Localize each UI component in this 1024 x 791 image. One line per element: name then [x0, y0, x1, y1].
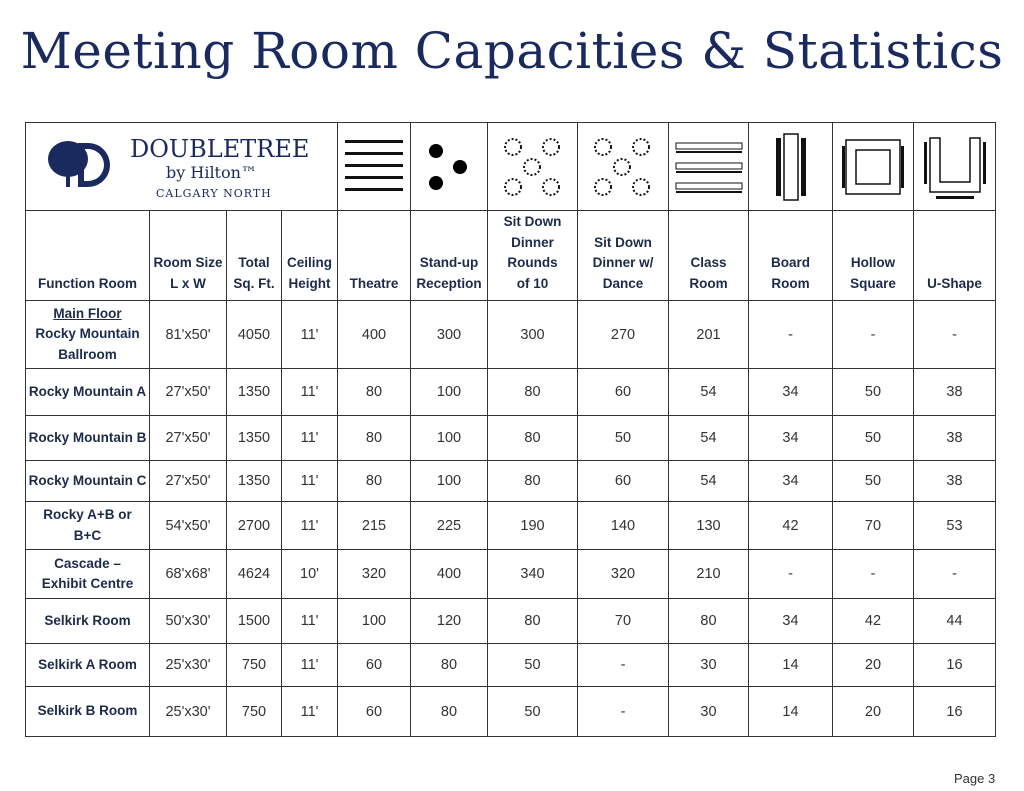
table-row — [26, 599, 996, 644]
header-sitdown — [488, 211, 578, 301]
classroom-layout-icon — [669, 123, 749, 211]
value-cell: 11' — [282, 644, 338, 687]
value-cell: 54 — [669, 369, 749, 416]
room-name-cell — [26, 687, 150, 737]
value-cell: 140 — [578, 502, 669, 550]
page-number: Page 3 — [954, 771, 996, 786]
header-line: of 10 — [516, 275, 549, 291]
value-cell: 1500 — [227, 599, 282, 644]
value-cell: 50'x30' — [150, 599, 227, 644]
room-name-line: Exhibit Centre — [41, 576, 134, 591]
value-cell: 340 — [488, 550, 578, 599]
logo-brand: DOUBLETREE — [130, 135, 310, 163]
value-cell: 34 — [749, 369, 833, 416]
value-cell: 30 — [669, 644, 749, 687]
value-cell: 70 — [578, 599, 669, 644]
value-cell: - — [578, 687, 669, 737]
room-name-line: Selkirk Room — [44, 612, 131, 628]
value-cell: 80 — [488, 369, 578, 416]
value-cell: 320 — [338, 550, 411, 599]
value-cell: 320 — [578, 550, 669, 599]
room-name-cell — [26, 644, 150, 687]
u-shape-layout-icon — [914, 123, 996, 211]
dance-layout-icon — [578, 123, 669, 211]
value-cell: 25'x30' — [150, 644, 227, 687]
value-cell: 27'x50' — [150, 461, 227, 502]
value-cell: 20 — [833, 687, 914, 737]
header-line: Room — [689, 275, 728, 291]
value-cell: 50 — [833, 461, 914, 502]
room-name-line: Rocky Mountain A — [28, 383, 147, 399]
value-cell: 1350 — [227, 416, 282, 461]
room-name-line: Rocky Mountain — [35, 326, 140, 342]
header-standup — [411, 211, 488, 301]
value-cell: 38 — [914, 461, 996, 502]
value-cell: 190 — [488, 502, 578, 550]
value-cell: 80 — [411, 687, 488, 737]
header-line: Room — [771, 275, 810, 291]
value-cell: 210 — [669, 550, 749, 599]
value-cell: 54'x50' — [150, 502, 227, 550]
value-cell: - — [749, 301, 833, 369]
value-cell: 38 — [914, 416, 996, 461]
icon-row — [26, 123, 996, 211]
value-cell: 80 — [338, 369, 411, 416]
value-cell: 34 — [749, 599, 833, 644]
header-line: Stand-up — [419, 255, 479, 270]
value-cell: 80 — [338, 461, 411, 502]
value-cell: 11' — [282, 301, 338, 369]
header-room-size — [150, 211, 227, 301]
value-cell: - — [833, 301, 914, 369]
value-cell: 20 — [833, 644, 914, 687]
capacity-table — [25, 122, 996, 737]
header-hollow — [833, 211, 914, 301]
header-line: Height — [288, 275, 331, 291]
value-cell: 750 — [227, 687, 282, 737]
header-ceiling — [282, 211, 338, 301]
value-cell: 300 — [488, 301, 578, 369]
table-row — [26, 687, 996, 737]
value-cell: 60 — [578, 461, 669, 502]
logo-location: CALGARY NORTH — [156, 187, 272, 200]
value-cell: 60 — [578, 369, 669, 416]
theatre-layout-icon — [338, 123, 411, 211]
header-line: Sit Down — [503, 214, 562, 229]
header-row — [26, 211, 996, 301]
value-cell: 201 — [669, 301, 749, 369]
value-cell: 11' — [282, 461, 338, 502]
value-cell: 1350 — [227, 369, 282, 416]
logo-sub: by Hilton™ — [166, 163, 257, 182]
value-cell: 50 — [488, 687, 578, 737]
value-cell: 16 — [914, 644, 996, 687]
value-cell: 70 — [833, 502, 914, 550]
value-cell: 130 — [669, 502, 749, 550]
header-line: Dinner w/ — [592, 255, 654, 270]
value-cell: 400 — [338, 301, 411, 369]
room-name-cell — [26, 502, 150, 550]
header-line: Sit Down — [594, 234, 652, 250]
hotel-logo — [26, 123, 338, 211]
room-name-line: Rocky Mountain C — [28, 472, 147, 488]
header-line: Ceiling — [286, 255, 332, 270]
header-line: Dance — [602, 275, 644, 291]
header-line: Function Room — [38, 275, 137, 291]
value-cell: 25'x30' — [150, 687, 227, 737]
table-row — [26, 461, 996, 502]
value-cell: 34 — [749, 461, 833, 502]
value-cell: 100 — [411, 369, 488, 416]
header-line: Hollow — [850, 255, 896, 270]
room-name-line: Cascade – — [54, 555, 121, 571]
room-name-line: Ballroom — [58, 346, 117, 362]
table-row — [26, 301, 996, 369]
value-cell: 4050 — [227, 301, 282, 369]
value-cell: - — [578, 644, 669, 687]
rounds-layout-icon — [488, 123, 578, 211]
value-cell: 11' — [282, 502, 338, 550]
room-name-cell — [26, 416, 150, 461]
header-line: Sq. Ft. — [233, 275, 275, 291]
value-cell: 14 — [749, 687, 833, 737]
value-cell: 270 — [578, 301, 669, 369]
value-cell: 400 — [411, 550, 488, 599]
header-line: U-Shape — [927, 275, 982, 291]
value-cell: 81'x50' — [150, 301, 227, 369]
room-name-cell — [26, 369, 150, 416]
table-row — [26, 644, 996, 687]
table-row — [26, 550, 996, 599]
value-cell: 50 — [833, 416, 914, 461]
value-cell: - — [833, 550, 914, 599]
value-cell: 50 — [488, 644, 578, 687]
room-name-line: Selkirk B Room — [37, 703, 138, 719]
header-total — [227, 211, 282, 301]
value-cell: 38 — [914, 369, 996, 416]
value-cell: 225 — [411, 502, 488, 550]
value-cell: - — [914, 301, 996, 369]
room-name-line: Rocky Mountain B — [28, 429, 147, 445]
header-line: Rounds — [507, 255, 558, 270]
header-line: Reception — [416, 275, 482, 291]
value-cell: 34 — [749, 416, 833, 461]
value-cell: 11' — [282, 599, 338, 644]
room-name-line: B+C — [73, 527, 102, 543]
value-cell: 27'x50' — [150, 369, 227, 416]
value-cell: 100 — [411, 416, 488, 461]
room-name-cell — [26, 461, 150, 502]
value-cell: 54 — [669, 416, 749, 461]
value-cell: 42 — [749, 502, 833, 550]
value-cell: 80 — [488, 416, 578, 461]
value-cell: 11' — [282, 687, 338, 737]
header-function-room — [26, 211, 150, 301]
value-cell: 215 — [338, 502, 411, 550]
value-cell: 54 — [669, 461, 749, 502]
value-cell: 60 — [338, 687, 411, 737]
value-cell: 68'x68' — [150, 550, 227, 599]
value-cell: 27'x50' — [150, 416, 227, 461]
value-cell: 50 — [578, 416, 669, 461]
header-line: Theatre — [349, 275, 399, 291]
value-cell: - — [914, 550, 996, 599]
header-line: Room Size — [153, 255, 223, 270]
header-ushape — [914, 211, 996, 301]
header-line: Board — [770, 255, 810, 270]
page-title: Meeting Room Capacities & Statistics — [20, 22, 1004, 80]
header-line: L x W — [170, 275, 206, 291]
value-cell: 10' — [282, 550, 338, 599]
boardroom-layout-icon — [749, 123, 833, 211]
value-cell: 16 — [914, 687, 996, 737]
value-cell: 42 — [833, 599, 914, 644]
table-row — [26, 416, 996, 461]
value-cell: 4624 — [227, 550, 282, 599]
header-board — [749, 211, 833, 301]
table-row — [26, 369, 996, 416]
room-name-line: Selkirk A Room — [38, 656, 137, 672]
room-name-cell — [26, 599, 150, 644]
value-cell: 60 — [338, 644, 411, 687]
value-cell: 44 — [914, 599, 996, 644]
header-line: Square — [850, 275, 896, 291]
value-cell: 1350 — [227, 461, 282, 502]
header-class — [669, 211, 749, 301]
room-name-line: Rocky A+B or — [43, 507, 132, 522]
header-theatre — [338, 211, 411, 301]
hollow-square-layout-icon — [833, 123, 914, 211]
value-cell: 100 — [338, 599, 411, 644]
value-cell: 2700 — [227, 502, 282, 550]
header-dance — [578, 211, 669, 301]
value-cell: - — [749, 550, 833, 599]
value-cell: 11' — [282, 416, 338, 461]
room-name-cell — [26, 550, 150, 599]
header-line: Total — [238, 255, 270, 270]
value-cell: 80 — [411, 644, 488, 687]
value-cell: 80 — [488, 599, 578, 644]
value-cell: 80 — [338, 416, 411, 461]
floor-label: Main Floor — [53, 305, 122, 321]
header-line: Dinner — [511, 234, 554, 250]
reception-layout-icon — [411, 123, 488, 211]
value-cell: 750 — [227, 644, 282, 687]
header-line: Class — [690, 255, 727, 270]
value-cell: 120 — [411, 599, 488, 644]
value-cell: 100 — [411, 461, 488, 502]
room-name-cell — [26, 301, 150, 369]
value-cell: 53 — [914, 502, 996, 550]
value-cell: 30 — [669, 687, 749, 737]
table-row — [26, 502, 996, 550]
value-cell: 300 — [411, 301, 488, 369]
value-cell: 11' — [282, 369, 338, 416]
value-cell: 50 — [833, 369, 914, 416]
value-cell: 14 — [749, 644, 833, 687]
tree-logo-icon — [44, 139, 112, 191]
value-cell: 80 — [488, 461, 578, 502]
value-cell: 80 — [669, 599, 749, 644]
